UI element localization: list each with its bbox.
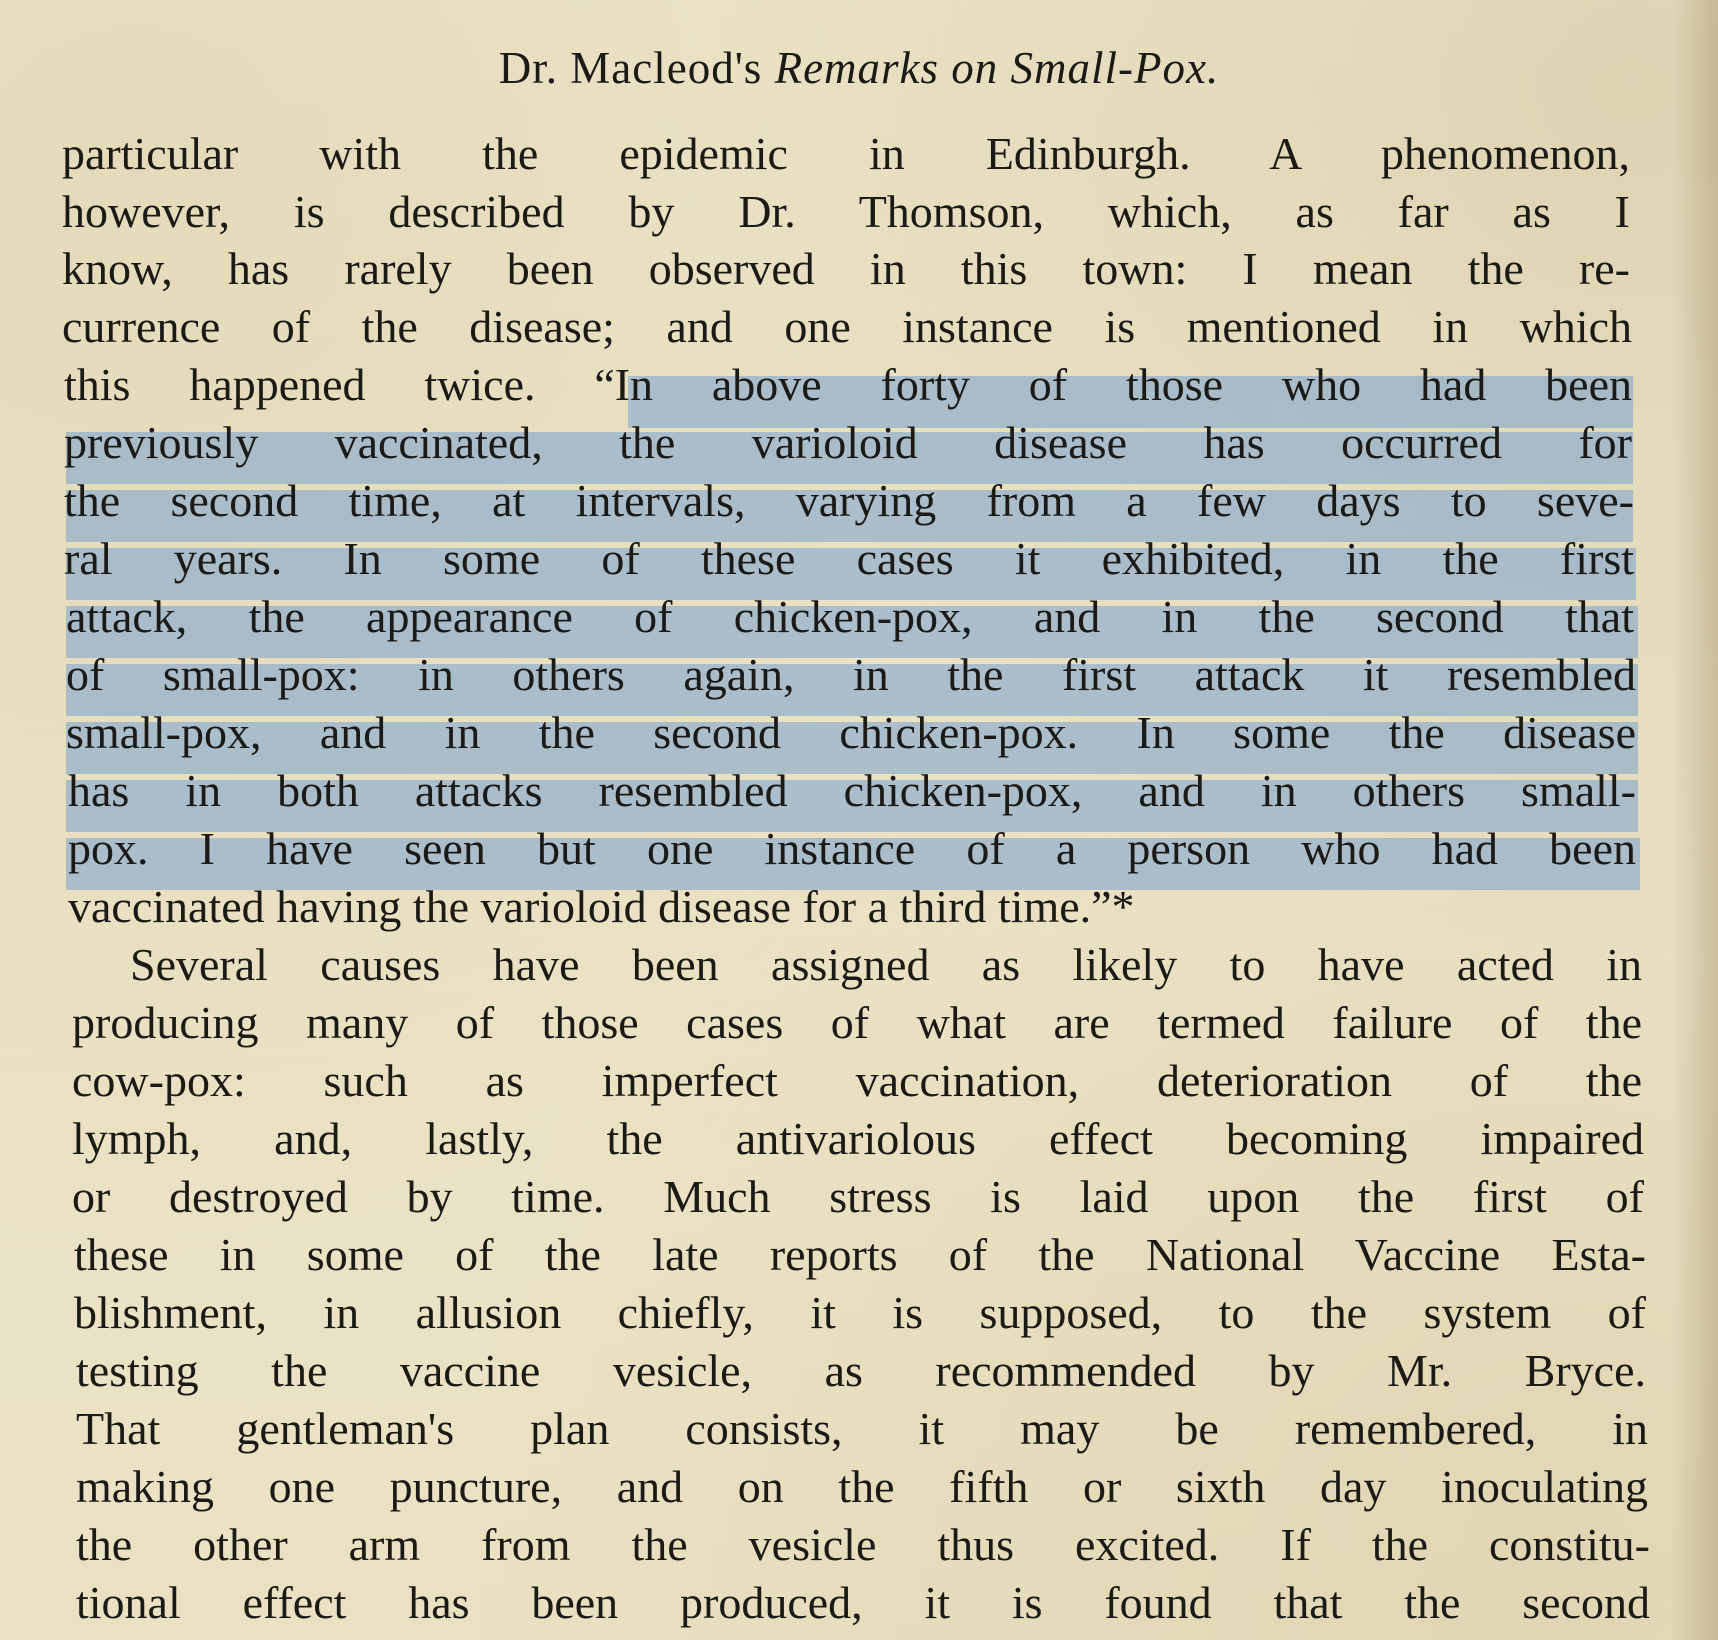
text-line: the other arm from the vesicle thus excited. If the constitu- [76, 1519, 1650, 1570]
text-line: blishment, in allusion chiefly, it is supposed, to the system of [74, 1287, 1646, 1338]
text-line: small-pox, and in the second chicken-pox. In some the disease [66, 707, 1636, 758]
text-line: attack, the appearance of chicken-pox, and in the second that [66, 591, 1634, 642]
text-line: making one puncture, and on the fifth or sixth day inoculating [76, 1461, 1648, 1512]
text-line: lymph, and, lastly, the antivariolous effect becoming impaired [72, 1113, 1644, 1164]
text-line: ral years. In some of these cases it exhibited, in the first [64, 533, 1634, 584]
text-line: of small-pox: in others again, in the first attack it resembled [66, 649, 1636, 700]
page-title-author: Dr. Macleod's [498, 43, 775, 93]
text-line: currence of the disease; and one instance is mentioned in which [62, 301, 1632, 352]
text-line: particular with the epidemic in Edinburgh. A phenomenon, [62, 128, 1630, 179]
text-line: or destroyed by time. Much stress is laid upon the first of [72, 1171, 1644, 1222]
text-line: pox. I have seen but one instance of a person who had been [68, 823, 1636, 874]
text-line: vaccinated having the varioloid disease for a third time.”* [68, 881, 1135, 932]
text-line: testing the vaccine vesicle, as recommended by Mr. Bryce. [76, 1345, 1646, 1396]
text-line: That gentleman's plan consists, it may be remembered, in [76, 1403, 1648, 1454]
text-line: tional effect has been produced, it is found that the second [76, 1577, 1650, 1628]
text-line: has in both attacks resembled chicken-pox, and in others small- [68, 765, 1636, 816]
text-line: producing many of those cases of what are termed failure of the [72, 997, 1642, 1048]
text-line: cow-pox: such as imperfect vaccination, deterioration of the [72, 1055, 1642, 1106]
text-line: these in some of the late reports of the National Vaccine Esta- [74, 1229, 1646, 1280]
paragraph-start-line: Several causes have been assigned as likely to have acted in [130, 939, 1642, 990]
text-line: this happened twice. “In above forty of those who had been [64, 359, 1632, 410]
text-line: however, is described by Dr. Thomson, which, as far as I [62, 186, 1630, 237]
text-line: know, has rarely been observed in this town: I mean the re- [62, 243, 1630, 294]
text-line: the second time, at intervals, varying from a few days to seve- [64, 475, 1634, 526]
text-line: previously vaccinated, the varioloid disease has occurred for [64, 417, 1632, 468]
page-title-subject: Remarks on Small-Pox. [774, 43, 1220, 93]
